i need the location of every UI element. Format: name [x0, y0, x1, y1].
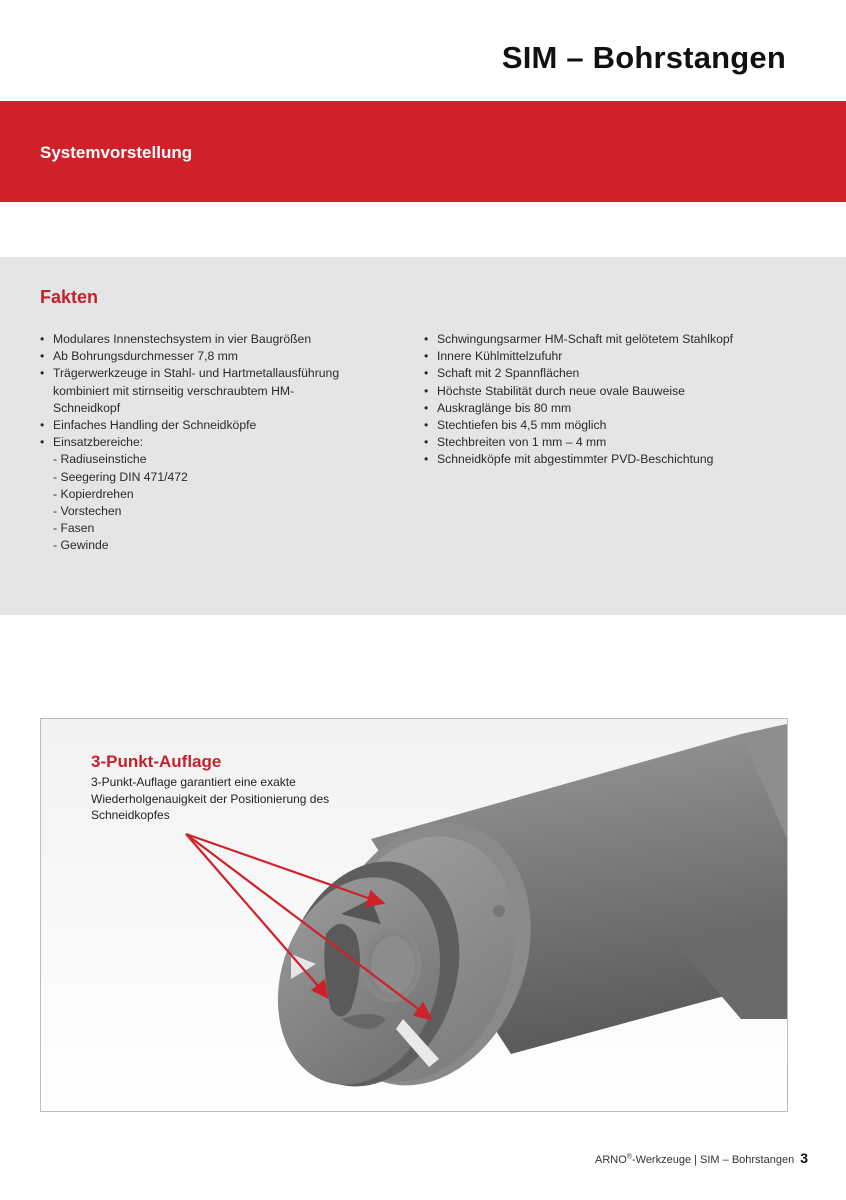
list-item: • Schaft mit 2 Spannflächen: [424, 365, 824, 382]
facts-panel: [0, 257, 846, 615]
list-item: • Schneidköpfe mit abgestimmter PVD-Beschichtung: [424, 451, 824, 468]
facts-left-list: [40, 331, 400, 555]
bullet-icon: •: [40, 349, 45, 364]
callout-text: 3-Punkt-Auflage garantiert eine exakte Wiederholgenauigkeit der Positionierung des Schneidkopfes: [91, 775, 330, 822]
bullet-icon: •: [40, 418, 45, 433]
callout-title: 3-Punkt-Auflage: [91, 752, 222, 771]
section-banner: [0, 101, 846, 202]
list-item: • Ab Bohrungsdurchmesser 7,8 mm: [40, 348, 400, 365]
list-item: • Einfaches Handling der Schneidköpfe: [40, 417, 400, 434]
facts-right-list: [424, 331, 824, 469]
footer-brand: ARNO: [595, 1154, 627, 1166]
list-item: • Innere Kühlmittelzufuhr: [424, 348, 824, 365]
bullet-icon: •: [424, 435, 429, 450]
bullet-icon: •: [424, 400, 429, 415]
bullet-icon: •: [424, 349, 429, 364]
product-figure: [40, 718, 788, 1112]
bullet-icon: •: [40, 332, 45, 346]
section-title: Systemvorstellung: [40, 143, 193, 162]
list-item: • Schwingungsarmer HM-Schaft mit gelötetem Stahlkopf: [424, 331, 824, 348]
registered-mark: ®: [626, 1153, 632, 1161]
page-title: SIM – Bohrstangen: [501, 40, 786, 75]
bullet-icon: •: [40, 366, 45, 381]
bullet-icon: •: [40, 435, 45, 450]
page-number: 3: [800, 1150, 808, 1166]
sub-item: - Gewinde: [53, 538, 109, 553]
sub-item: - Vorstechen: [53, 504, 122, 519]
bullet-icon: •: [424, 332, 429, 346]
list-item: • Höchste Stabilität durch neue ovale Bauweise: [424, 383, 824, 400]
bullet-icon: •: [424, 366, 429, 381]
sub-item: - Kopierdrehen: [53, 486, 134, 501]
bullet-icon: •: [424, 452, 429, 467]
list-item: • Stechtiefen bis 4,5 mm möglich: [424, 417, 824, 434]
list-item: • Modulares Innenstechsystem in vier Baugrößen: [40, 331, 400, 348]
list-item: • Trägerwerkzeuge in Stahl- und Hartmetallausführung kombiniert mit stirnseitig verschraubtem HM-Schneidkopf: [40, 366, 340, 415]
bullet-icon: •: [424, 383, 429, 398]
sub-item: - Seegering DIN 471/472: [53, 469, 188, 484]
page-footer: [595, 1150, 808, 1166]
sub-item: - Fasen: [53, 521, 95, 536]
footer-text: -Werkzeuge | SIM – Bohrstangen: [631, 1154, 795, 1166]
sub-item: - Radiuseinstiche: [53, 452, 147, 467]
bullet-icon: •: [424, 418, 429, 433]
list-item: • Stechbreiten von 1 mm – 4 mm: [424, 434, 824, 451]
list-item: • Auskraglänge bis 80 mm: [424, 400, 824, 417]
list-item: • Einsatzbereiche:: [40, 434, 400, 451]
facts-heading: Fakten: [40, 287, 99, 307]
